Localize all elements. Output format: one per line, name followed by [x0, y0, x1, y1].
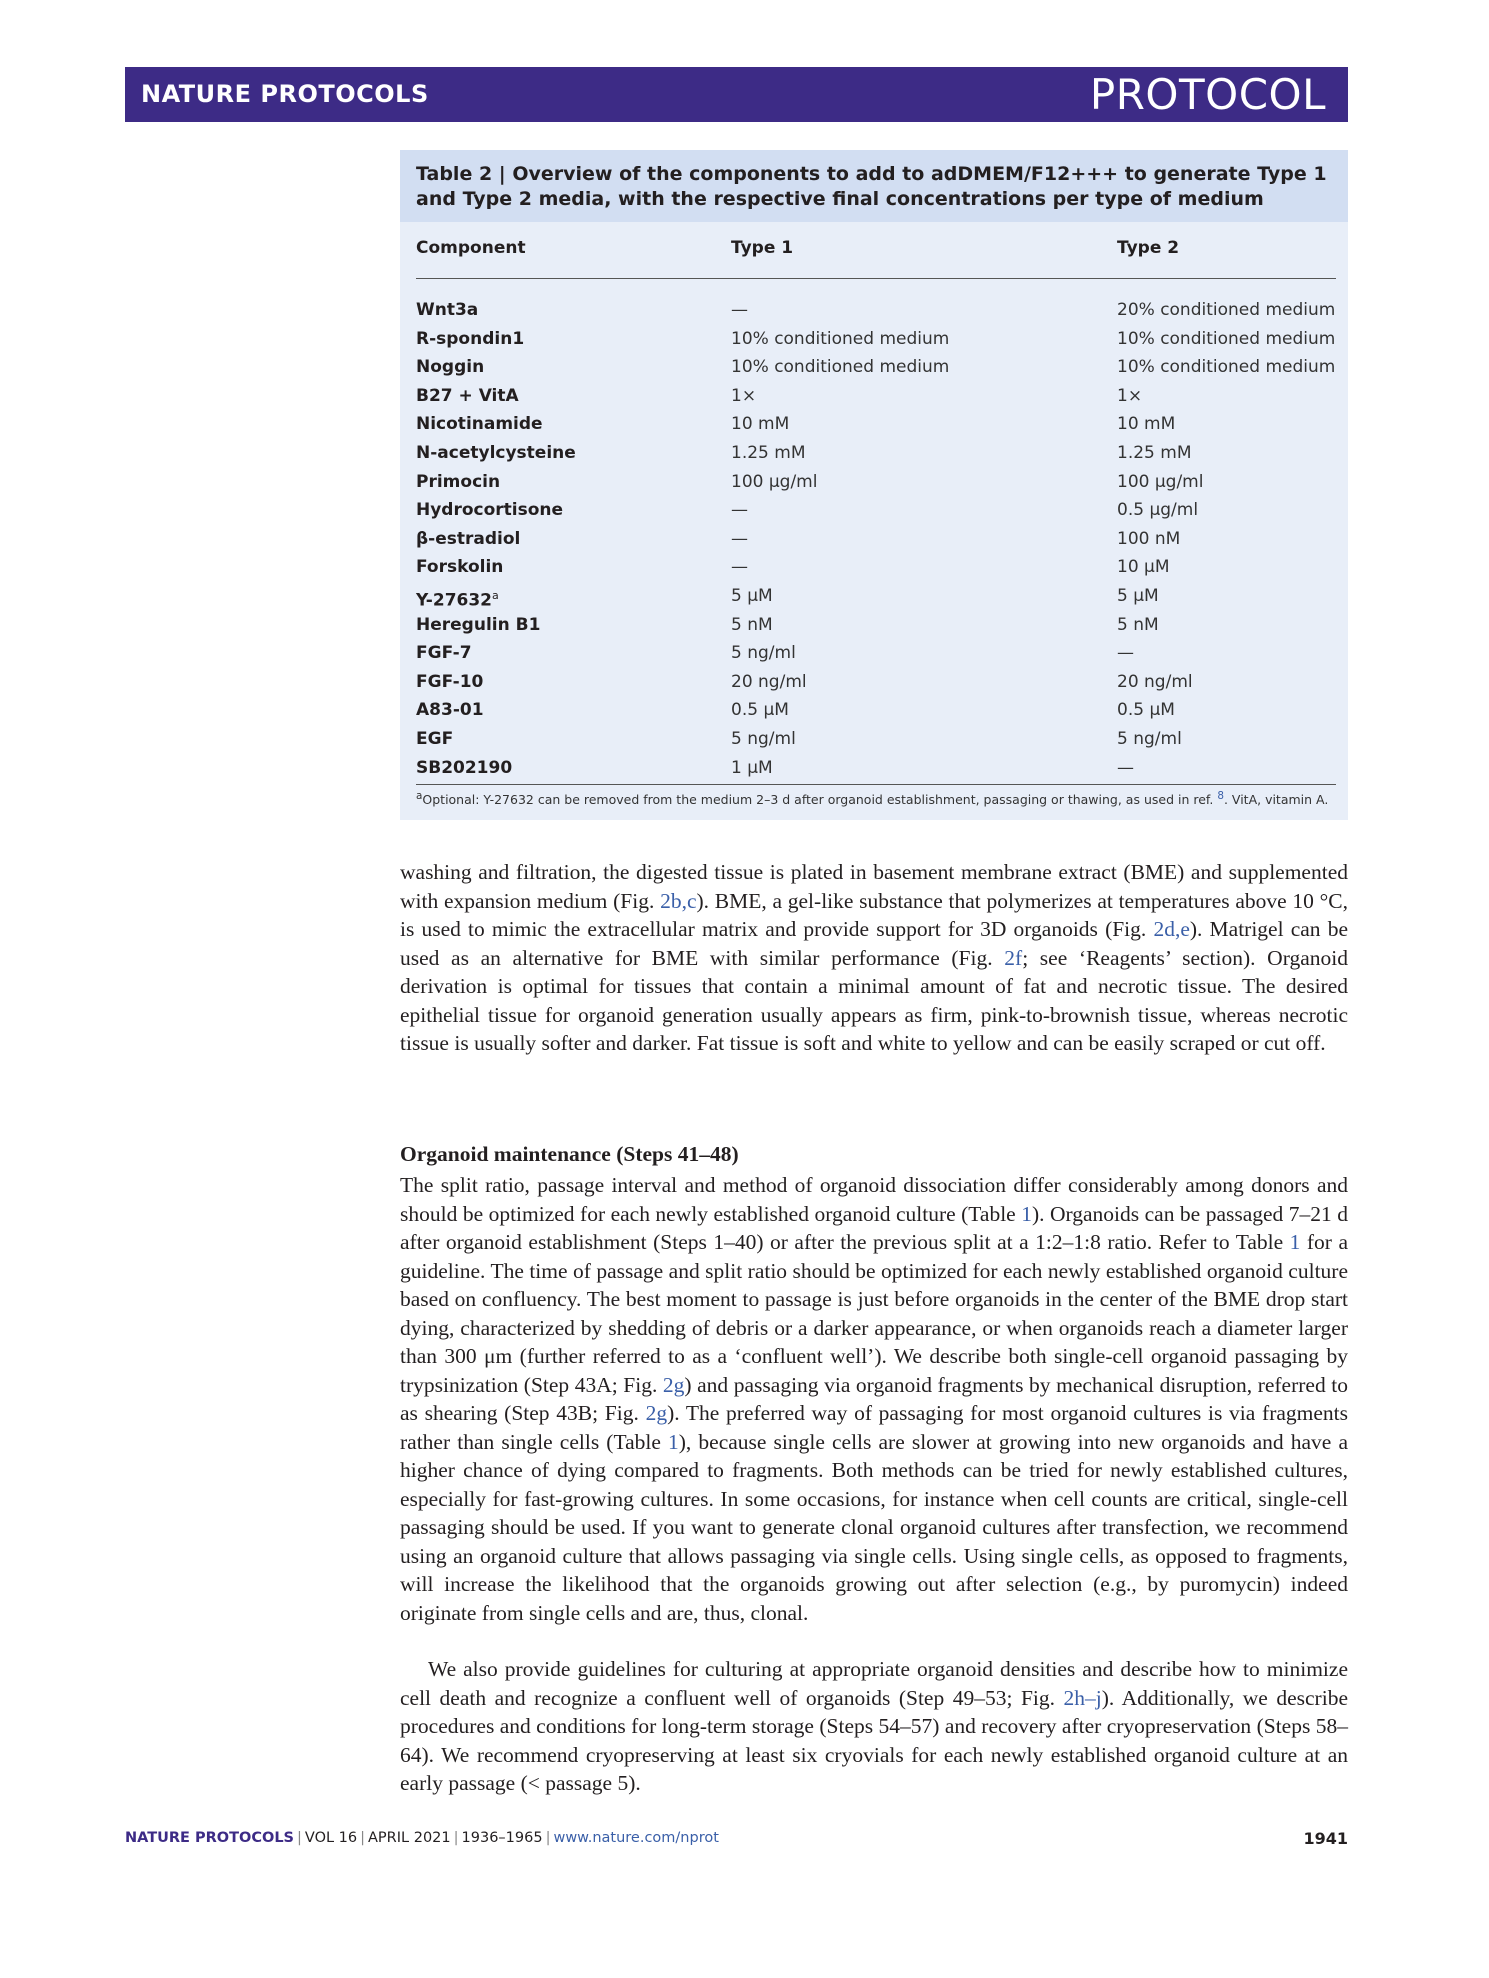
- footnote-marker: a: [416, 790, 423, 802]
- type-1-value: 10% conditioned medium: [731, 328, 950, 349]
- component-name-text: Forskolin: [416, 557, 504, 578]
- type-2-value: —: [1117, 757, 1134, 778]
- table-row: [400, 754, 1348, 783]
- component-name: [416, 639, 472, 667]
- component-name-text: Y-27632: [416, 590, 493, 611]
- type-2-value: 100 μg/ml: [1117, 471, 1204, 492]
- table-2: [400, 150, 1348, 820]
- page-footer: NATURE PROTOCOLS | VOL 16 | APRIL 2021 | 1936–1965 | www.nature.com/nprot: [125, 1830, 719, 1846]
- body-paragraph-2: [400, 1171, 1348, 1627]
- table-row: [400, 725, 1348, 754]
- type-2-value: 10 μM: [1117, 557, 1170, 578]
- type-1-value: 10 mM: [731, 414, 790, 435]
- paragraph-text: The split ratio, passage interval and method of organoid dissociation differ considerably among donors and should be optimized for each newly established organoid culture (Table: [400, 1173, 1348, 1226]
- type-1-value: 1.25 mM: [731, 442, 806, 463]
- component-name: [416, 754, 512, 782]
- type-1-value: 5 ng/ml: [731, 643, 796, 664]
- component-name-text: Hydrocortisone: [416, 500, 564, 521]
- figure-reference-link[interactable]: 1: [668, 1429, 679, 1454]
- paragraph-text: We also provide guidelines for culturing at appropriate organoid densities and describe how to minimize cell death and recognize a confluent well of organoids (Step 49–53; Fig.: [400, 1657, 1348, 1710]
- type-2-value: 0.5 μM: [1117, 700, 1175, 721]
- component-name-text: FGF-10: [416, 671, 484, 692]
- component-name: [416, 468, 500, 496]
- component-name: [416, 553, 503, 581]
- table-row: [400, 496, 1348, 525]
- component-name-text: FGF-7: [416, 643, 472, 664]
- footer-volume: VOL 16: [304, 1830, 358, 1846]
- type-1-value: 5 ng/ml: [731, 728, 796, 749]
- type-1-value: —: [731, 528, 748, 549]
- type-2-value: 10% conditioned medium: [1117, 357, 1336, 378]
- figure-reference-link[interactable]: 2d,e: [1153, 917, 1190, 941]
- paragraph-text: ) and passaging via organoid fragments by mechanical disruption, referred to as shearing (Step 43B; Fig.: [400, 1372, 1348, 1425]
- paragraph-text: ), because single cells are slower at growing into new organoids and have a higher chance of dying compared to fragments. Both methods can be tried for newly established cultures, especially for fast-growing cultures. In some occasions, for instance when cell counts are critical, single-cell passaging should be used. If you want to generate clonal organoid cultures after transfection, we recommend using an organoid culture that allows passaging via single cells. Using single cells, as opposed to fragments, will increase the likelihood that the organoids growing out after selection (e.g., by puromycin) indeed originate from single cells and are, thus, clonal.: [400, 1429, 1348, 1625]
- table-row: [400, 468, 1348, 497]
- component-name: [416, 296, 478, 324]
- table-row: [400, 582, 1348, 611]
- component-name: [416, 325, 524, 353]
- type-2-value: 5 nM: [1117, 614, 1159, 635]
- component-name-text: Nicotinamide: [416, 414, 543, 435]
- component-name-text: Primocin: [416, 471, 501, 492]
- footnote-text-2: . VitA, vitamin A.: [1223, 792, 1329, 808]
- table-header-rule: [416, 278, 1336, 279]
- type-1-value: —: [731, 557, 748, 578]
- component-name: [416, 353, 484, 381]
- component-name: [416, 525, 520, 553]
- paragraph-text: ). Organoids can be passaged 7–21 d after organoid establishment (Steps 1–40) or after the previous split at a 1:2–1:8 ratio. Refer to Table: [400, 1201, 1348, 1254]
- column-header-type-2: Type 2: [1117, 238, 1180, 258]
- component-name-text: SB202190: [416, 757, 513, 778]
- journal-header-bar: [125, 67, 1348, 122]
- component-name: [416, 696, 484, 724]
- body-paragraph-1: [400, 858, 1348, 1058]
- table-bottom-rule: [416, 784, 1336, 785]
- component-name: [416, 439, 576, 467]
- footer-url-link[interactable]: www.nature.com/nprot: [553, 1830, 719, 1846]
- component-name-text: Wnt3a: [416, 300, 479, 320]
- type-2-value: 1.25 mM: [1117, 442, 1192, 463]
- type-2-value: 20 ng/ml: [1117, 671, 1193, 692]
- type-1-value: 10% conditioned medium: [731, 357, 950, 378]
- column-header-type-1: Type 1: [731, 238, 794, 258]
- body-paragraph-3: [400, 1655, 1348, 1798]
- table-row: [400, 325, 1348, 354]
- footer-issue: APRIL 2021: [368, 1830, 451, 1846]
- type-1-value: 100 μg/ml: [731, 471, 818, 492]
- table-row: [400, 696, 1348, 725]
- type-2-value: 0.5 μg/ml: [1117, 500, 1199, 521]
- component-name-text: β-estradiol: [416, 528, 521, 549]
- figure-reference-link[interactable]: 2f: [1004, 945, 1023, 970]
- paragraph-text: ). Additionally, we describe procedures and conditions for long-term storage (Steps 54–57) and recovery after cryopreservation (Steps 58–64). We recommend cryopreserving at least six cryovials for each newly established organoid culture at an early passage (< passage 5).: [400, 1685, 1348, 1795]
- type-2-value: 5 μM: [1117, 585, 1159, 606]
- footnote-ref-link[interactable]: 8: [1217, 790, 1224, 802]
- paragraph-text: ). BME, a gel-like substance that polymerizes at temperatures above 10 °C, is used to mimic the extracellular matrix and provide support for 3D organoids (Fig.: [400, 888, 1348, 941]
- table-row: [400, 439, 1348, 468]
- type-1-value: —: [731, 500, 748, 521]
- type-2-value: 1×: [1117, 385, 1143, 406]
- table-row: [400, 668, 1348, 697]
- component-name-text: B27 + VitA: [416, 385, 519, 406]
- type-1-value: 0.5 μM: [731, 700, 789, 721]
- type-2-value: —: [1117, 643, 1134, 664]
- paragraph-text: ). Matrigel can be used as an alternative for BME with similar performance (Fig.: [400, 917, 1348, 970]
- table-row: [400, 382, 1348, 411]
- component-name: [416, 668, 483, 696]
- figure-reference-link[interactable]: 2h–j: [1063, 1685, 1102, 1710]
- table-row: [400, 639, 1348, 668]
- page-number: 1941: [1303, 1829, 1348, 1848]
- type-2-value: 20% conditioned medium: [1117, 300, 1336, 320]
- table-footnote: [416, 790, 1336, 807]
- table-title-band: [400, 150, 1348, 222]
- paragraph-text: for a guideline. The time of passage and split ratio should be optimized for each newly established organoid culture based on confluency. The best moment to passage is just before organoids in the center of the BME drop start dying, characterized by shedding of debris or a darker appearance, or when organoids reach a diameter larger than 300 μm (further referred to as a ‘confluent well’). We describe both single-cell organoid passaging by trypsinization (Step 43A; Fig.: [400, 1230, 1348, 1397]
- paragraph-text: washing and filtration, the digested tissue is plated in basement membrane extract (BME) and supplemented with expansion medium (Fig.: [400, 860, 1348, 913]
- section-heading: Organoid maintenance (Steps 41–48): [400, 1142, 739, 1166]
- footer-journal: NATURE PROTOCOLS: [125, 1830, 295, 1846]
- component-name-text: N-acetylcysteine: [416, 442, 576, 463]
- type-2-value: 10 mM: [1117, 414, 1176, 435]
- type-1-value: 1×: [731, 385, 757, 406]
- table-row: [400, 353, 1348, 382]
- type-2-value: 100 nM: [1117, 528, 1181, 549]
- component-name: [416, 611, 540, 639]
- table-title: Table 2 | Overview of the components to add to adDMEM/F12+++ to generate Type 1 and Type 2 media, with the respective final concentrations per type of medium: [416, 163, 1327, 210]
- component-name: [416, 382, 519, 410]
- component-name-text: A83-01: [416, 700, 484, 721]
- type-1-value: —: [731, 300, 748, 320]
- type-2-value: 5 ng/ml: [1117, 728, 1182, 749]
- table-row: [400, 553, 1348, 582]
- table-row: [400, 296, 1348, 325]
- figure-reference-link[interactable]: 1: [1021, 1201, 1032, 1226]
- table-row: [400, 611, 1348, 640]
- paragraph-text: ; see ‘Reagents’ section). Organoid derivation is optimal for tissues that contain a minimal amount of fat and necrotic tissue. The desired epithelial tissue for organoid generation usually appears as firm, pink-to-brownish tissue, whereas necrotic tissue is usually softer and darker. Fat tissue is soft and white to yellow and can be easily scraped or cut off.: [400, 945, 1348, 1055]
- type-1-value: 5 μM: [731, 585, 773, 606]
- component-name-text: Heregulin B1: [416, 614, 541, 635]
- table-body: [400, 296, 1348, 782]
- figure-reference-link[interactable]: 2g: [645, 1401, 668, 1425]
- figure-reference-link[interactable]: 1: [1289, 1230, 1301, 1254]
- type-2-value: 10% conditioned medium: [1117, 328, 1336, 349]
- component-name: [416, 725, 453, 753]
- component-name: [416, 410, 543, 438]
- footnote-marker: a: [492, 588, 499, 602]
- footnote-text-1: Optional: Y-27632 can be removed from the medium 2–3 d after organoid establishment, passaging or thawing, as used in ref.: [422, 792, 1218, 808]
- component-name-text: R-spondin1: [416, 328, 525, 349]
- article-type: PROTOCOL: [1089, 70, 1326, 119]
- paragraph-text: ). The preferred way of passaging for most organoid cultures is via fragments rather than single cells (Table: [400, 1401, 1349, 1454]
- footer-pages: 1936–1965: [461, 1830, 543, 1846]
- component-name: [416, 496, 563, 524]
- table-row: [400, 410, 1348, 439]
- figure-reference-link[interactable]: 2g: [662, 1372, 685, 1397]
- type-1-value: 1 μM: [731, 757, 773, 778]
- component-name-text: EGF: [416, 728, 454, 749]
- journal-name: NATURE PROTOCOLS: [141, 80, 429, 108]
- column-header-component: Component: [416, 238, 526, 258]
- type-1-value: 20 ng/ml: [731, 671, 807, 692]
- component-name-text: Noggin: [416, 357, 485, 378]
- figure-reference-link[interactable]: 2b,c: [660, 888, 697, 913]
- table-row: [400, 525, 1348, 554]
- type-1-value: 5 nM: [731, 614, 773, 635]
